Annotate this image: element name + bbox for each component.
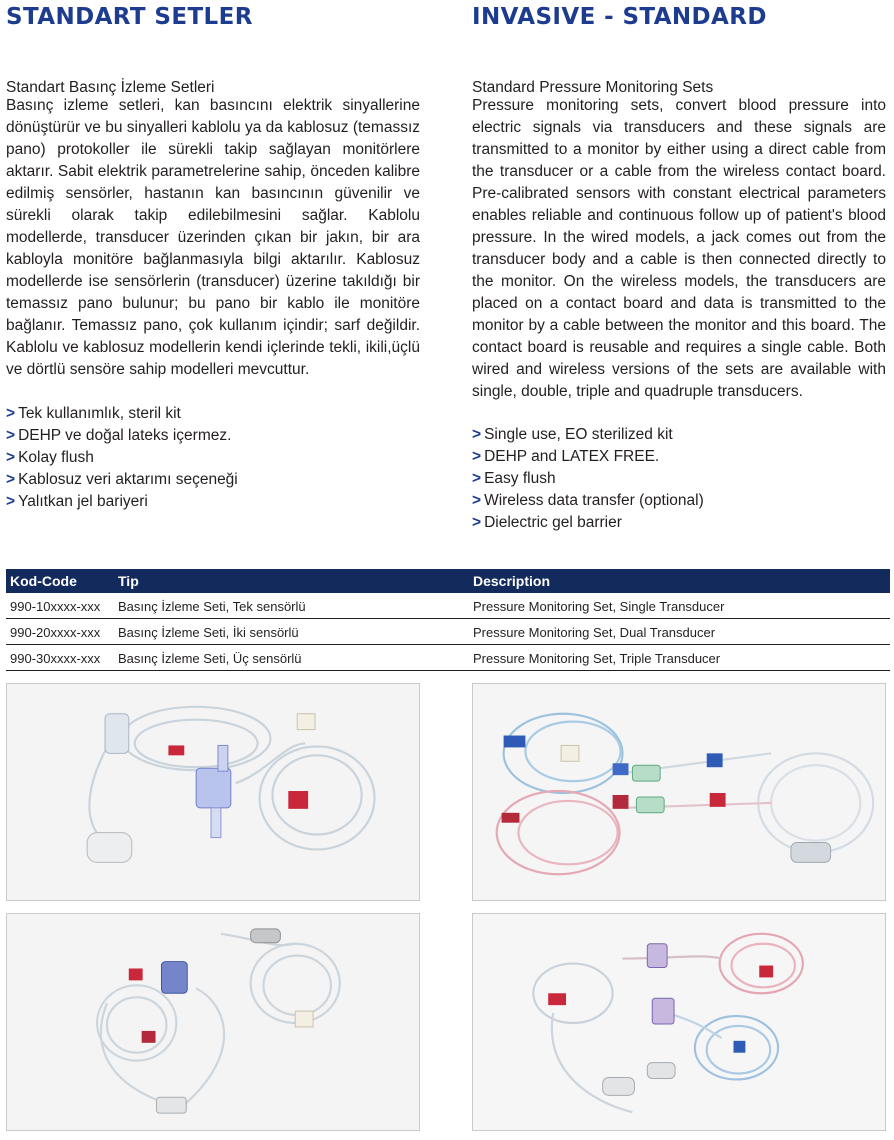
product-code-table (6, 569, 890, 671)
feature-item: > Tek kullanımlık, steril kit (6, 405, 181, 422)
chevron-right-icon: > (6, 449, 16, 466)
cell-type: Basınç İzleme Seti, İki sensörlü (118, 625, 299, 640)
chevron-right-icon: > (472, 514, 482, 531)
section-heading-en: INVASIVE - STANDARD (472, 4, 767, 30)
chevron-right-icon: > (472, 492, 482, 509)
chevron-right-icon: > (6, 427, 16, 444)
feature-item: > Kolay flush (6, 449, 94, 466)
tubing-illustration (473, 684, 885, 900)
feature-item: > Single use, EO sterilized kit (472, 426, 673, 443)
feature-item: > Dielectric gel barrier (472, 514, 622, 531)
chevron-right-icon: > (6, 471, 16, 488)
description-en: Pressure monitoring sets, convert blood pressure into electric signals via transducers and these signals are transmitted to a monitor by either using a direct cable from the transducer or a cable from the wireless contact board. Pre-calibrated sensors with constant electrical parameters enables reliable and continuous follow up of patient's blood pressure. In the wired models, a jack comes out from the transducer body and a cable is then connected directly to the monitor. On the wireless models, the transducers are placed on a contact board and data is transmitted to the monitor by a cable between the monitor and this board. The contact board is reusable and requires a single cable. Both wired and wireless versions of the sets are available with single, double, triple and quadruple transducers. (472, 97, 886, 400)
chevron-right-icon: > (6, 405, 16, 422)
tubing-illustration (473, 914, 885, 1130)
chevron-right-icon: > (6, 493, 16, 510)
product-photo-triple-transducer (472, 913, 886, 1131)
cell-description: Pressure Monitoring Set, Dual Transducer (473, 625, 716, 640)
cell-code: 990-30xxxx-xxx (10, 651, 101, 666)
feature-item: > Yalıtkan jel bariyeri (6, 493, 148, 510)
table-header (6, 569, 890, 593)
subtitle-en: Standard Pressure Monitoring Sets (472, 79, 714, 96)
tubing-illustration (7, 684, 419, 900)
cell-code: 990-10xxxx-xxx (10, 599, 101, 614)
header-description: Description (473, 573, 551, 589)
section-heading-tr: STANDART SETLER (6, 4, 253, 30)
feature-item: > Wireless data transfer (optional) (472, 492, 704, 509)
product-photo-dual-transducer (472, 683, 886, 901)
chevron-right-icon: > (472, 426, 482, 443)
product-photo-transducer-kit (6, 913, 420, 1131)
feature-list-en (472, 424, 704, 534)
feature-list-tr (6, 403, 238, 513)
chevron-right-icon: > (472, 470, 482, 487)
table-row (6, 619, 890, 645)
product-photo-single-transducer (6, 683, 420, 901)
cell-description: Pressure Monitoring Set, Single Transducer (473, 599, 725, 614)
table-row (6, 593, 890, 619)
subtitle-tr: Standart Basınç İzleme Setleri (6, 79, 215, 96)
tubing-illustration (7, 914, 419, 1130)
feature-item: > DEHP ve doğal lateks içermez. (6, 427, 232, 444)
feature-item: > Easy flush (472, 470, 556, 487)
header-code: Kod-Code (10, 573, 77, 589)
chevron-right-icon: > (472, 448, 482, 465)
table-row (6, 645, 890, 671)
cell-code: 990-20xxxx-xxx (10, 625, 101, 640)
cell-type: Basınç İzleme Seti, Üç sensörlü (118, 651, 302, 666)
feature-item: > DEHP and LATEX FREE. (472, 448, 660, 465)
description-tr: Basınç izleme setleri, kan basıncını elektrik sinyallerine dönüştürür ve bu sinyalleri kablolu ya da kablosuz (temassız pano) protokoller ile sürekli takip sağlayan monitörlere aktarır. Sabit elektrik parametrelerine sahip, önceden kalibre edilmiş sensörler, hastanın kan basıncının güvenilir ve sürekli olarak takip edilebilmesini sağlar. Kablolu modellerde, transducer üzerinden çıkan bir jakın, bir ara kabloyla monitöre bağlanmasıyla bilgi aktarılır. Kablosuz modellerde ise sensörlerin (transducer) üzerine takıldığı bir temassız pano bulunur; bu pano bir kablo ile monitöre bağlanır. Temassız pano, çok kullanım içindir; sarf değildir. Kablolu ve kablosuz modellerin kendi içlerinde tekli, ikili,üçlü ve dörtlü sensöre sahip modelleri mevcuttur. (6, 97, 420, 378)
cell-description: Pressure Monitoring Set, Triple Transducer (473, 651, 721, 666)
header-type: Tip (118, 573, 139, 589)
cell-type: Basınç İzleme Seti, Tek sensörlü (118, 599, 306, 614)
feature-item: > Kablosuz veri aktarımı seçeneği (6, 471, 238, 488)
